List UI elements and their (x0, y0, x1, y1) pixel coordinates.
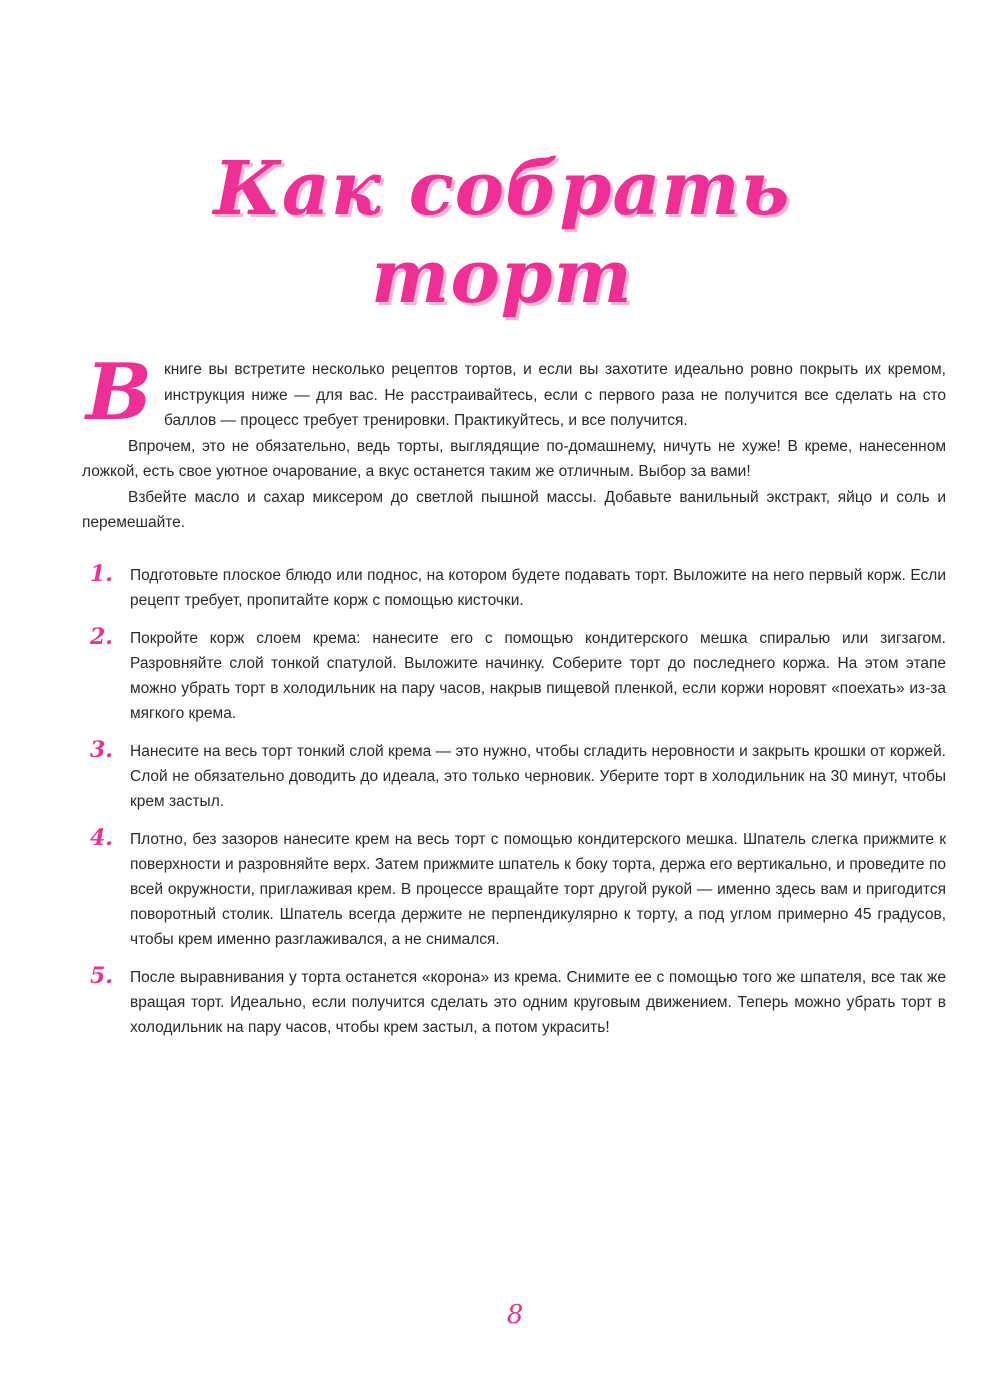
step-text: Подготовьте плоское блюдо или поднос, на котором будете подавать торт. Выложите на него первый корж. Если рецепт требует, пропитайте корж с помощью кисточки. (130, 567, 946, 609)
step-item (90, 827, 946, 952)
step-text: Покройте корж слоем крема: нанесите его с помощью кондитерского мешка спиралью или зигзагом. Разровняйте слой тонкой спатулой. Выложите начинку. Соберите торт до последнего коржа. На этом этапе можно убрать торт в холодильник на пару часов, накрыв пищевой пленкой, если коржи норовят «поехать» из-за мягкого крема. (130, 630, 946, 722)
intro-paragraph-2: Впрочем, это не обязательно, ведь торты, выглядящие по-домашнему, ничуть не хуже! В креме, нанесенном ложкой, есть свое уютное очарование, а вкус останется таким же отличным. Выбор за вами! (82, 437, 946, 480)
page-number: 8 (506, 1300, 524, 1330)
step-number: 2. (90, 624, 113, 650)
step-text: Плотно, без зазоров нанесите крем на весь торт с помощью кондитерского мешка. Шпатель слегка прижмите к поверхности и разровняйте верх. Затем прижмите шпатель к боку торта, держа его вертикально, и проведите по всей окружности, приглаживая крем. В процессе вращайте торт другой рукой — именно здесь вам и пригодится поворотный столик. Шпатель всегда держите не перпендикулярно к торту, а под углом примерно 45 градусов, чтобы крем именно разглаживался, а не снимался. (130, 831, 946, 948)
step-item (90, 563, 946, 613)
step-number: 3. (90, 737, 113, 763)
page-title-line-2: торт (371, 233, 633, 320)
step-item (90, 965, 946, 1040)
step-item (90, 626, 946, 726)
step-number: 1. (90, 561, 113, 587)
step-number: 4. (90, 825, 113, 851)
intro-paragraph-3: Взбейте масло и сахар миксером до светлой пышной массы. Добавьте ванильный экстракт, яйцо и соль и перемешайте. (82, 488, 946, 531)
step-number: 5. (90, 963, 113, 989)
drop-cap: В (86, 347, 152, 438)
steps-list (90, 563, 946, 1053)
page-title-line-1: Как собрать (213, 145, 791, 232)
step-text: Нанесите на весь торт тонкий слой крема — это нужно, чтобы сгладить неровности и закрыть крошки от коржей. Слой не обязательно доводить до идеала, это только черновик. Уберите торт в холодильник на 30 минут, чтобы крем застыл. (130, 743, 946, 810)
step-text: После выравнивания у торта останется «корона» из крема. Снимите ее с помощью того же шпателя, все так же вращая торт. Идеально, если получится сделать это одним круговым движением. Теперь можно убрать торт в холодильник на пару часов, чтобы крем застыл, а потом украсить! (130, 969, 946, 1036)
page-title (0, 145, 1004, 321)
intro-section (82, 347, 946, 536)
intro-paragraph-1: книге вы встретите несколько рецептов тортов, и если вы захотите идеально ровно покрыть их кремом, инструкция ниже — для вас. Не расстраивайтесь, если с первого раза не получится все сделать на сто баллов — процесс требует тренировки. Практикуйтесь, и все получится. (163, 361, 946, 429)
step-item (90, 739, 946, 814)
